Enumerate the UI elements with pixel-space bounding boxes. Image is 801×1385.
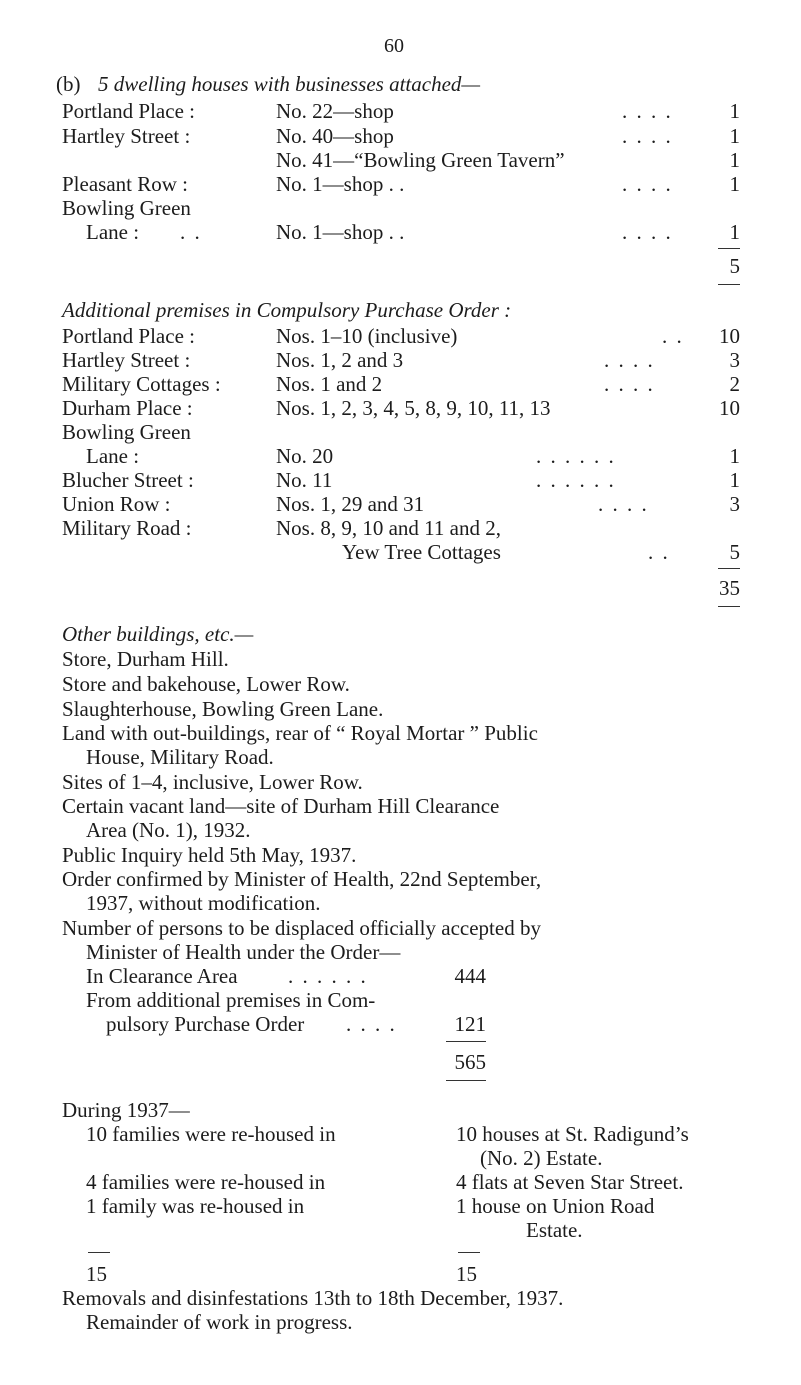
table-row-dots: . . . .	[622, 172, 673, 196]
table-row-dots: . . . .	[622, 220, 673, 244]
table-row-place: Union Row :	[62, 492, 171, 516]
total-rule	[88, 1252, 110, 1253]
rehousing-heading: During 1937—	[62, 1098, 190, 1122]
total-rule	[718, 284, 740, 285]
list-item: Sites of 1–4, inclusive, Lower Row.	[62, 770, 363, 794]
total-rule	[458, 1252, 480, 1253]
table-row-desc: Nos. 8, 9, 10 and 11 and 2,	[276, 516, 501, 540]
total-rule	[718, 248, 740, 249]
table-row-dots: . . . .	[604, 372, 655, 396]
section-b-heading: 5 dwelling houses with businesses attached—	[98, 72, 481, 96]
table-row-desc: No. 41—“Bowling Green Tavern”	[276, 148, 565, 172]
displaced-total: 565	[454, 1050, 486, 1074]
list-item: Store, Durham Hill.	[62, 647, 229, 671]
total-rule	[446, 1041, 486, 1042]
table-row-count: 2	[729, 372, 740, 396]
table-row-count: 1	[729, 172, 740, 196]
table-row-right: (No. 2) Estate.	[480, 1146, 603, 1170]
list-item: Public Inquiry held 5th May, 1937.	[62, 843, 357, 867]
table-row-place: Military Road :	[62, 516, 192, 540]
table-row-desc: Nos. 1, 2 and 3	[276, 348, 404, 372]
table-row-right: Estate.	[526, 1218, 583, 1242]
list-item: Store and bakehouse, Lower Row.	[62, 672, 350, 696]
table-row-place: Pleasant Row :	[62, 172, 188, 196]
table-row-right: 4 flats at Seven Star Street.	[456, 1170, 684, 1194]
table-row-place: Hartley Street :	[62, 124, 191, 148]
table-row-count: 3	[729, 348, 740, 372]
list-item: Minister of Health under the Order—	[86, 940, 401, 964]
table-row-place: Lane :	[86, 220, 140, 244]
table-row-dots: . . . .	[598, 492, 649, 516]
additional-heading: Additional premises in Compulsory Purchase Order :	[62, 298, 512, 322]
table-row-dots: . .	[662, 324, 684, 348]
table-row-place: Lane :	[86, 444, 140, 468]
table-row-place: Bowling Green	[62, 196, 191, 220]
table-row-desc: Nos. 1 and 2	[276, 372, 383, 396]
table-row-label: pulsory Purchase Order	[106, 1012, 305, 1036]
table-row-place: Bowling Green	[62, 420, 191, 444]
table-row-place: Hartley Street :	[62, 348, 191, 372]
list-item: 1937, without modification.	[86, 891, 321, 915]
table-row-desc: No. 1—shop . .	[276, 172, 405, 196]
table-row-right: 10 houses at St. Radigund’s	[456, 1122, 689, 1146]
list-item: House, Military Road.	[86, 745, 274, 769]
rehousing-total-left: 15	[86, 1262, 107, 1286]
table-row-right: 1 house on Union Road	[456, 1194, 655, 1218]
table-row-dots: . . . .	[346, 1012, 397, 1036]
table-row-dots: . . . . . .	[288, 964, 368, 988]
table-row-place: Portland Place :	[62, 99, 195, 123]
table-row-place: Portland Place :	[62, 324, 195, 348]
table-row-left: 1 family was re-housed in	[86, 1194, 305, 1218]
table-row-place: Military Cottages :	[62, 372, 221, 396]
table-row-count: 3	[729, 492, 740, 516]
table-row-count: 1	[729, 468, 740, 492]
table-row-place: Durham Place :	[62, 396, 193, 420]
section-marker: (b)	[56, 72, 81, 96]
closing-line: Removals and disinfestations 13th to 18th December, 1937.	[62, 1286, 564, 1310]
table-row-value: 444	[454, 964, 486, 988]
table-row-count: 1	[729, 220, 740, 244]
table-row-dots: . . . .	[622, 99, 673, 123]
list-item: Number of persons to be displaced officially accepted by	[62, 916, 541, 940]
table-row-dots: . . . . . .	[536, 444, 616, 468]
table-row-desc: No. 22—shop	[276, 99, 394, 123]
table-row-dots: . .	[648, 540, 670, 564]
table-row-dots: . . . . . .	[536, 468, 616, 492]
list-item: Certain vacant land—site of Durham Hill Clearance	[62, 794, 500, 818]
other-heading: Other buildings, etc.—	[62, 622, 254, 646]
table-row-desc: Nos. 1, 29 and 31	[276, 492, 425, 516]
table-row-count: 1	[729, 124, 740, 148]
table-row-count: 1	[729, 444, 740, 468]
table-row-place: Blucher Street :	[62, 468, 194, 492]
closing-line: Remainder of work in progress.	[86, 1310, 353, 1334]
table-row-dots: . . . .	[622, 124, 673, 148]
list-item: Land with out-buildings, rear of “ Royal Mortar ” Public	[62, 721, 538, 745]
list-item: Slaughterhouse, Bowling Green Lane.	[62, 697, 384, 721]
table-row-count: 1	[729, 148, 740, 172]
table-row-count: 1	[729, 99, 740, 123]
table-row-count: 10	[719, 324, 740, 348]
table-row-desc: Yew Tree Cottages	[342, 540, 501, 564]
table-row-left: 10 families were re-housed in	[86, 1122, 336, 1146]
table-row-dots: . . . .	[604, 348, 655, 372]
table-row-desc: Nos. 1, 2, 3, 4, 5, 8, 9, 10, 11, 13	[276, 396, 551, 420]
table-row-desc: Nos. 1–10 (inclusive)	[276, 324, 458, 348]
total-rule	[446, 1080, 486, 1081]
table-row-desc: No. 1—shop . .	[276, 220, 405, 244]
table-row-value: 121	[454, 1012, 486, 1036]
table-row-desc: No. 11	[276, 468, 333, 492]
list-item: Order confirmed by Minister of Health, 22nd September,	[62, 867, 542, 891]
table-row-desc: No. 20	[276, 444, 334, 468]
table-row-count: 10	[719, 396, 740, 420]
table-row-lead-dots: . .	[180, 220, 202, 244]
rehousing-total-right: 15	[456, 1262, 477, 1286]
list-item: Area (No. 1), 1932.	[86, 818, 251, 842]
table-row-left: 4 families were re-housed in	[86, 1170, 326, 1194]
table-row-label: From additional premises in Com-	[86, 988, 376, 1012]
page-number: 60	[384, 35, 404, 57]
table-row-count: 5	[729, 540, 740, 564]
total-rule	[718, 568, 740, 569]
section-b-total: 5	[729, 254, 740, 278]
table-row-label: In Clearance Area	[86, 964, 238, 988]
table-row-desc: No. 40—shop	[276, 124, 394, 148]
additional-total: 35	[719, 576, 740, 600]
total-rule	[718, 606, 740, 607]
